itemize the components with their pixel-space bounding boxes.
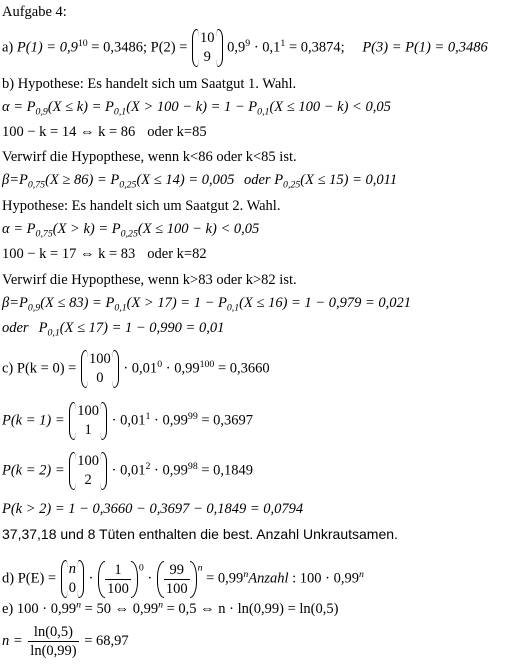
c-line-4: P(k > 2) = 1 − 0,3660 − 0,3697 − 0,1849 = 0,0794 bbox=[2, 501, 304, 517]
e-line-1: e) $100 \cdot 0,99^n = 50$ ⇔ $0,99^n = 0,5$ ⇔ n · ln(0,99) = ln(0,5) bbox=[2, 599, 339, 617]
c-line-3: P(k = 2) = 100 2 · $0,01^2 \cdot 0,99^{98} = 0,1849$ bbox=[2, 453, 254, 488]
binomial-100-0: 100 0 bbox=[81, 350, 119, 388]
part-a-prefix: a) bbox=[2, 39, 17, 56]
fraction-99-100: $\frac{99}{100}$ bbox=[157, 561, 197, 598]
fraction-1-100: $\frac{1}{100}$ bbox=[98, 561, 138, 598]
binomial-10-9: 10 9 bbox=[192, 29, 223, 67]
hypothesis-1: b) Hypothese: Es handelt sich um Saatgut 1. Wahl. bbox=[2, 76, 297, 92]
alpha-1-line: $\alpha = P_{0,9}(X \le k) = P_{0,1}(X > 100 - k) = 1 - P_{0,1}(X \le 100 - k) < 0,05$ bbox=[2, 99, 391, 118]
p1-formula: P(1) = 0,9 bbox=[16, 39, 78, 56]
reject-rule-1: Verwirf die Hypopthese, wenn k<86 oder k<85 ist. bbox=[2, 149, 297, 165]
d-line: d) P(E) = n 0 · $\frac{1}{100}$ $^0$ · $\frac{99}{100}$ $^n = 0,99^nAnzahl$ : $100 \cdot 0,99^n$ bbox=[2, 561, 364, 597]
k-86-line: 100 − k = 14 ⇔ k = 86 oder k=85 bbox=[2, 124, 207, 140]
beta-1-line: $\beta=P_{0,75}(X \ge 86) = P_{0,25}(X \le 14) = 0,005$ oder $P_{0,25}(X \le 15) = 0,011$ bbox=[2, 172, 398, 191]
k-83-line: 100 − k = 17 ⇔ k = 83 oder k=82 bbox=[2, 246, 207, 262]
e-line-2: n = $\frac{\ln(0,5)}{\ln(0,99)}$ = 68,97 bbox=[2, 624, 129, 659]
p1-exponent: 10 bbox=[77, 37, 88, 49]
p2-base: 0,9 bbox=[227, 39, 246, 56]
beta-2-line: $\beta=P_{0,9}(X \le 83) = P_{0,1}(X > 17) = 1 - P_{0,1}(X \le 16) = 1 - 0,979 = 0,021$ bbox=[2, 295, 411, 314]
fraction-ln: $\frac{\ln(0,5)}{\ln(0,99)}$ bbox=[30, 624, 77, 659]
oder-line: oder $P_{0,1}(X \le 17) = 1 - 0,990 = 0,01$ bbox=[2, 320, 225, 339]
page-title bbox=[2, 3, 67, 21]
c-line-1: c) P(k = 0) = 100 0 · $0,01^0 \cdot 0,99^{100} = 0,3660$ bbox=[2, 351, 270, 386]
c-summary: 37,37,18 und 8 Tüten enthalten die best. Anzahl Unkrautsamen. bbox=[2, 526, 398, 542]
p1-result: = 0,3486; P(2) = bbox=[87, 39, 192, 56]
binomial-100-2: 100 2 bbox=[69, 452, 107, 490]
reject-rule-2: Verwirf die Hypopthese, wenn k>83 oder k>82 ist. bbox=[2, 272, 297, 288]
hypothesis-2: Hypothese: Es handelt sich um Saatgut 2. Wahl. bbox=[2, 198, 281, 214]
title-text: Aufgabe 4: bbox=[2, 4, 67, 20]
p3-formula: P(3) = P(1) = 0,3486 bbox=[362, 39, 488, 56]
alpha-2-line: $\alpha = P_{0,75}(X > k) = P_{0,25}(X \le 100 - k) < 0,05$ bbox=[2, 221, 260, 240]
binomial-n-0: n 0 bbox=[61, 560, 84, 598]
p2-result: = 0,3874; bbox=[285, 39, 345, 56]
binomial-100-1: 100 1 bbox=[69, 402, 107, 440]
part-a-line: a) $P(1) = 0,9^{10} = 0,3486$; P(2) = 10 9 $0,9^9 \cdot 0,1^1 = 0,3874$; P(3) = P(1) = 0,3486 bbox=[2, 30, 488, 65]
c-line-2: P(k = 1) = 100 1 · $0,01^1 \cdot 0,99^{99} = 0,3697$ bbox=[2, 403, 254, 438]
